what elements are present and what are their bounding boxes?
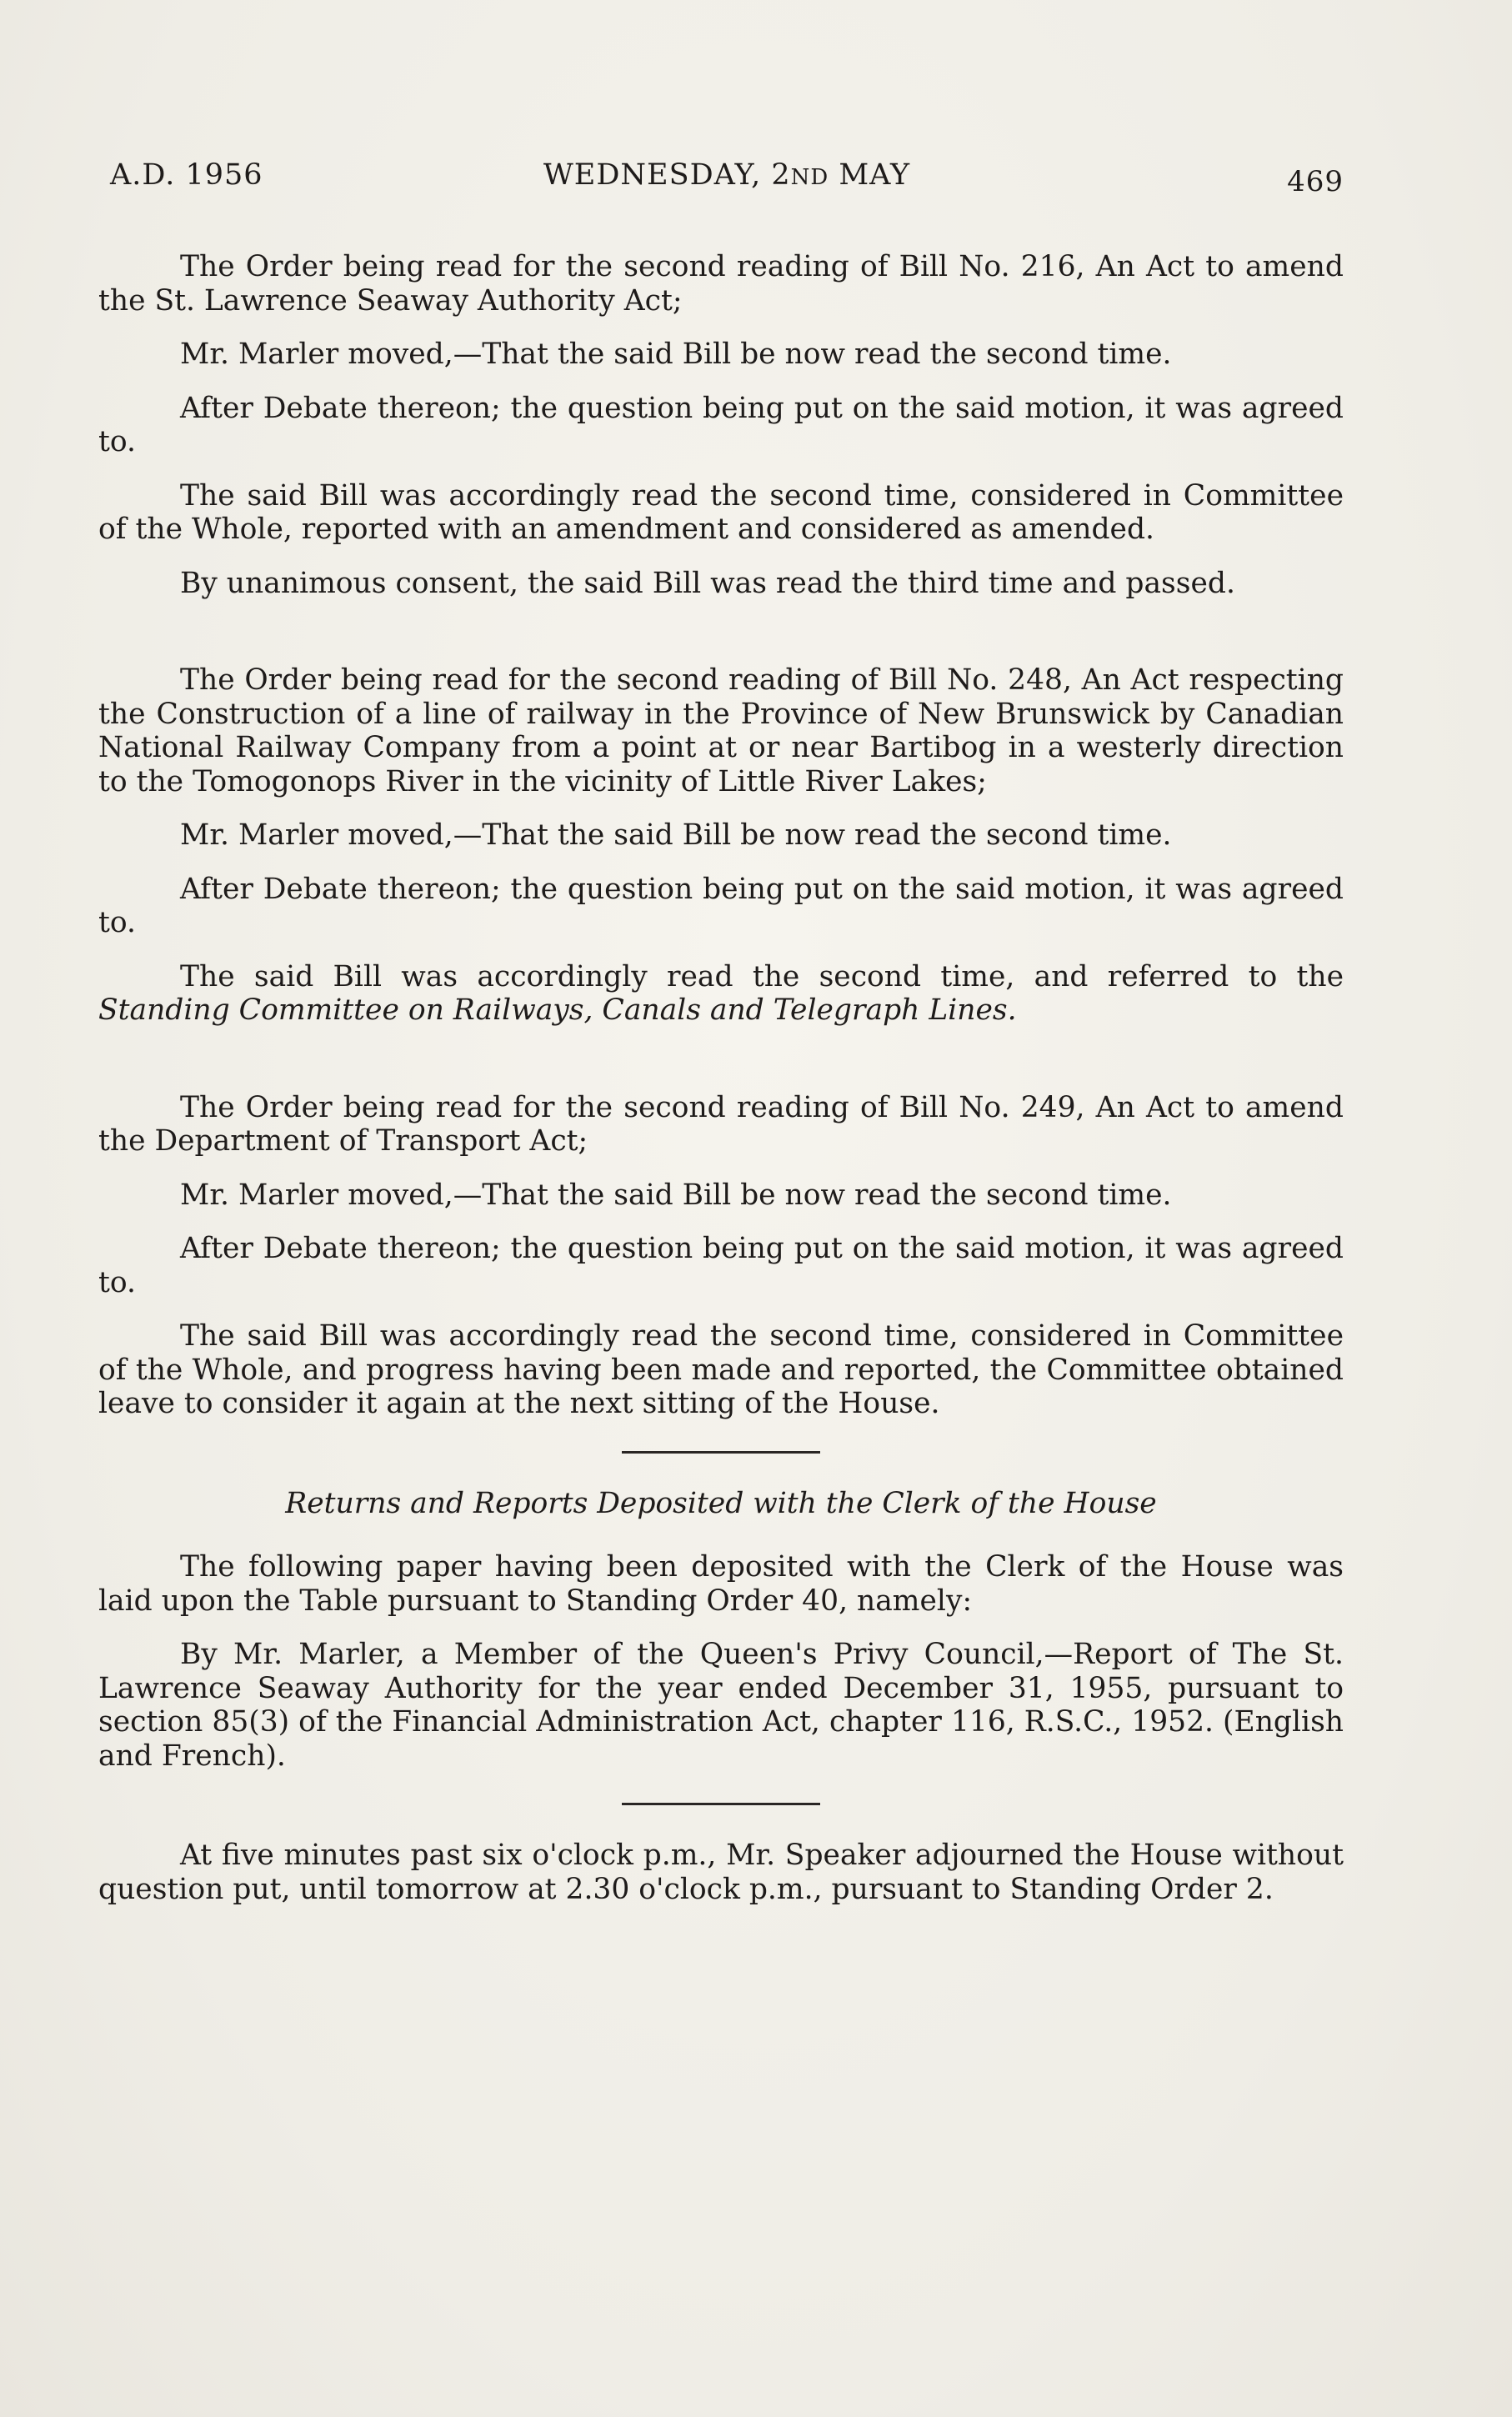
paragraph: The said Bill was accordingly read the second time, considered in Committee of the Whole, and progress having been made and reported, the Committee obtained leave to consider it again at the next sitting of the House. xyxy=(98,1319,1344,1420)
paragraph: At five minutes past six o'clock p.m., Mr. Speaker adjourned the House without question put, until tomorrow at 2.30 o'clock p.m., pursuant to Standing Order 2. xyxy=(98,1839,1344,1906)
section-divider xyxy=(622,1451,820,1454)
paragraph: After Debate thereon; the question being put on the said motion, it was agreed to. xyxy=(98,391,1344,458)
bill-216-section xyxy=(98,250,1344,600)
paragraph: The following paper having been deposited with the Clerk of the House was laid upon the Table pursuant to Standing Order 40, namely: xyxy=(98,1550,1344,1618)
section-heading: Returns and Reports Deposited with the Clerk of the House xyxy=(285,1486,1157,1520)
page-number: 469 xyxy=(1287,165,1344,198)
paragraph: Mr. Marler moved,—That the said Bill be now read the second time. xyxy=(180,338,1172,371)
paragraph: After Debate thereon; the question being put on the said motion, it was agreed to. xyxy=(98,872,1344,939)
paragraph xyxy=(98,960,1344,1028)
section-spacer xyxy=(98,1048,1344,1091)
paragraph: After Debate thereon; the question being put on the said motion, it was agreed to. xyxy=(98,1232,1344,1299)
header-date-weekday: WEDNESDAY, 2 xyxy=(543,158,791,192)
paragraph-text: The said Bill was accordingly read the second time, and referred to the xyxy=(180,959,1344,993)
paragraph: The Order being read for the second reading of Bill No. 216, An Act to amend the St. Lawrence Seaway Authority Act; xyxy=(98,250,1344,318)
committee-name: Standing Committee on Railways, Canals and Telegraph Lines. xyxy=(98,993,1017,1027)
section-spacer xyxy=(98,620,1344,663)
header-date-month: MAY xyxy=(829,158,911,192)
paragraph: Mr. Marler moved,—That the said Bill be now read the second time. xyxy=(180,1178,1172,1212)
bill-248-section xyxy=(98,663,1344,1028)
paragraph: Mr. Marler moved,—That the said Bill be now read the second time. xyxy=(180,818,1172,852)
page-body xyxy=(98,250,1344,1926)
header-date-ordinal: ND xyxy=(790,165,829,190)
page-header xyxy=(110,158,1344,208)
header-date xyxy=(527,158,927,192)
returns-reports-section xyxy=(98,1487,1344,1774)
bill-249-section xyxy=(98,1091,1344,1421)
paragraph: The Order being read for the second reading of Bill No. 248, An Act respecting the Construction of a line of railway in the Province of New Brunswick by Canadian National Railway Company from a point at or near Bartibog in a westerly direction to the Tomogonops River in the vicinity of Little River Lakes; xyxy=(98,663,1344,798)
header-year: A.D. 1956 xyxy=(110,158,263,192)
paragraph: By Mr. Marler, a Member of the Queen's Privy Council,—Report of The St. Lawrence Seaway Authority for the year ended December 31, 1955, pursuant to section 85(3) of the Financial Administration Act, chapter 116, R.S.C., 1952. (English and French). xyxy=(98,1638,1344,1773)
paragraph: The Order being read for the second reading of Bill No. 249, An Act to amend the Department of Transport Act; xyxy=(98,1090,1344,1158)
section-divider xyxy=(622,1803,820,1805)
paragraph: The said Bill was accordingly read the second time, considered in Committee of the Whole, reported with an amendment and considered as amended. xyxy=(98,478,1344,546)
adjournment-section xyxy=(98,1839,1344,1906)
paragraph: By unanimous consent, the said Bill was read the third time and passed. xyxy=(180,566,1235,600)
